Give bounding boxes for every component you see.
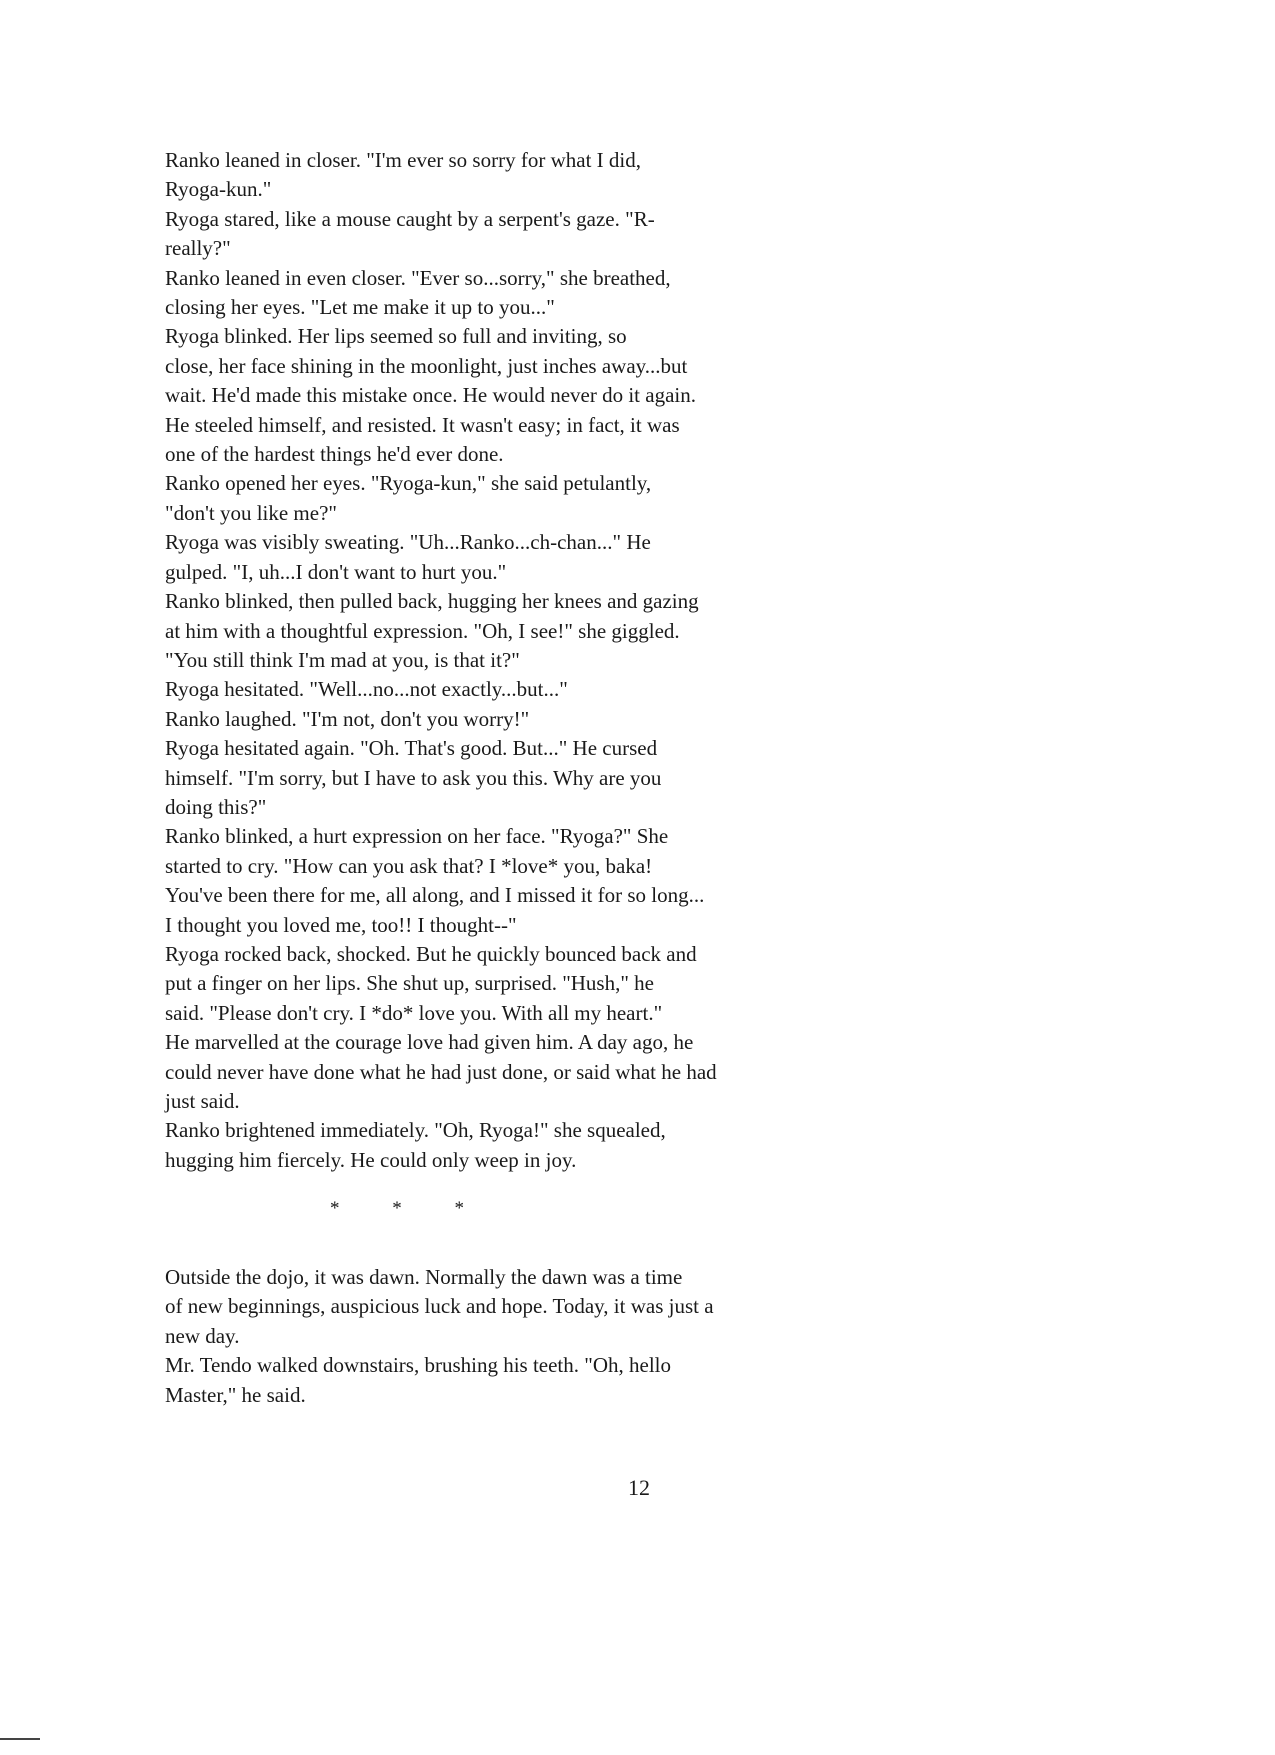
paragraph: Ryoga hesitated. "Well...no...not exactly...but..." (165, 677, 568, 702)
paragraph: Ranko leaned in even closer. "Ever so...sorry," she breathed, closing her eyes. "Let me make it up to you..." (165, 265, 671, 320)
paragraph: Ryoga stared, like a mouse caught by a serpent's gaze. "R- really?" (165, 206, 655, 261)
paragraph: Mr. Tendo walked downstairs, brushing his teeth. "Oh, hello Master," he said. (165, 1353, 671, 1407)
paragraph: Ryoga rocked back, shocked. But he quickly bounced back and put a finger on her lips. She shut up, surprised. "Hush," he said. "Please don't cry. I *do* love you. With all my heart." He marvelled at the courage love had given him. A day ago, he could never have done what he had just done, or said what he had just said. (165, 941, 717, 1113)
scan-edge-mark (0, 1738, 40, 1740)
paragraph: Ranko brightened immediately. "Oh, Ryoga!" she squealed, hugging him fiercely. He could only weep in joy. (165, 1118, 666, 1172)
paragraph: Ranko laughed. "I'm not, don't you worry!" (165, 706, 530, 731)
scene-break-separator: * * * (330, 1198, 488, 1219)
paragraph: Outside the dojo, it was dawn. Normally the dawn was a time of new beginnings, auspicious luck and hope. Today, it was just a new day. (165, 1265, 714, 1348)
paragraph: Ranko opened her eyes. "Ryoga-kun," she said petulantly, "don't you like me?" (165, 471, 652, 525)
paragraph: Ryoga blinked. Her lips seemed so full and inviting, so close, her face shining in the moonlight, just inches away...but wait. He'd made this mistake once. He would never do it again. He steeled himself, and resisted. It wasn't easy; in fact, it was one of the hardest things he'd ever done. (165, 324, 696, 467)
paragraph: Ranko blinked, a hurt expression on her face. "Ryoga?" She started to cry. "How can you ask that? I *love* you, baka! You've been there for me, all along, and I missed it for so long... I thought you loved me, too!! I thought--" (165, 824, 705, 937)
paragraph: Ryoga hesitated again. "Oh. That's good. But..." He cursed himself. "I'm sorry, but I have to ask you this. Why are you doing this?" (165, 736, 662, 819)
paragraph: Ryoga was visibly sweating. "Uh...Ranko...ch-chan..." He gulped. "I, uh...I don't want to hurt you." (165, 530, 651, 584)
section-one (165, 146, 845, 1175)
paragraph: Ranko blinked, then pulled back, hugging her knees and gazing at him with a thoughtful expression. "Oh, I see!" she giggled. "You still think I'm mad at you, is that it?" (165, 589, 699, 672)
page-number: 12 (628, 1475, 650, 1500)
paragraph: Ranko leaned in closer. "I'm ever so sorry for what I did, Ryoga-kun." (165, 148, 641, 202)
section-two (165, 1263, 845, 1410)
